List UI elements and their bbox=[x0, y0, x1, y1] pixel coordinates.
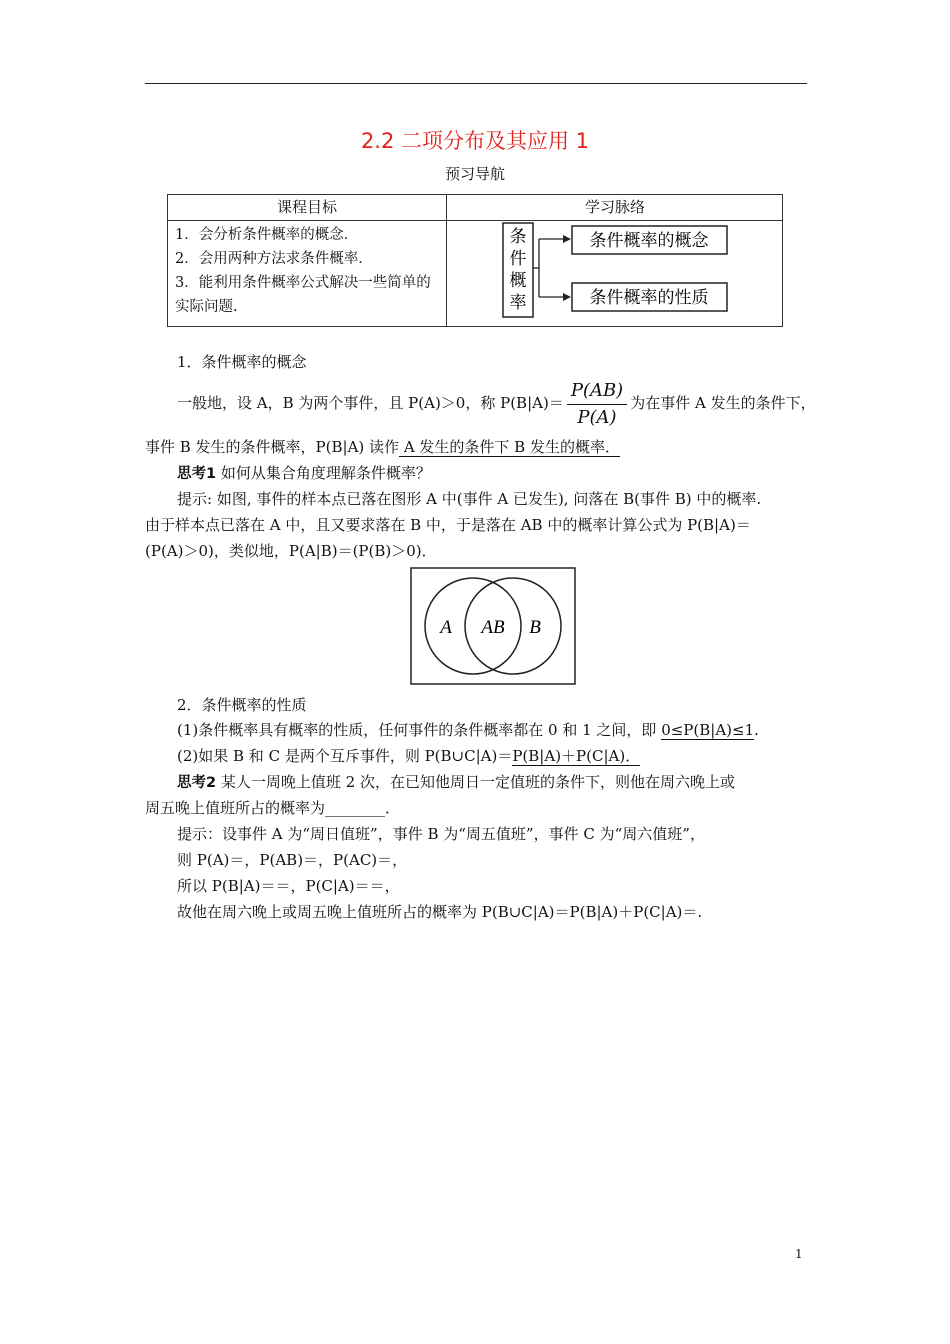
think-label: 思考2 bbox=[177, 775, 217, 791]
think-text: 如何从集合角度理解条件概率？ bbox=[220, 464, 431, 482]
definition-text: 一般地，设 A，B 为两个事件，且 P(A)＞0，称 P(B|A)＝ bbox=[177, 394, 564, 412]
think-label: 思考1 bbox=[177, 466, 217, 482]
page-number: 1 bbox=[795, 1247, 803, 1261]
think-question bbox=[145, 460, 839, 487]
property-line bbox=[145, 717, 839, 743]
venn-label-b: B bbox=[529, 617, 541, 638]
hint-line: 由于样本点已落在 A 中，且又要求落在 B 中，于是落在 AB 中的概率计算公式为 P(B|A)＝ bbox=[145, 516, 751, 534]
hint-line: (P(A)＞0)，类似地，P(A|B)＝(P(B)＞0)． bbox=[145, 542, 437, 560]
goal-item: 3．能利用条件概率公式解决一些简单的实际问题. bbox=[175, 275, 431, 315]
property-answer: P(B|A)＋P(C|A)． bbox=[512, 747, 641, 765]
flow-root-char: 条 bbox=[509, 227, 527, 247]
page-title: 2.2 二项分布及其应用 1 bbox=[360, 129, 590, 153]
venn-label-ab: AB bbox=[481, 617, 505, 638]
property-text: . bbox=[754, 721, 759, 739]
fraction-denominator: P(A) bbox=[577, 406, 617, 428]
flow-root-char: 件 bbox=[509, 249, 527, 269]
section-heading: 1．条件概率的概念 bbox=[177, 353, 307, 371]
flow-branch-label: 条件概率的概念 bbox=[589, 231, 709, 251]
property-line bbox=[145, 743, 839, 769]
hint-line: 提示: 如图, 事件的样本点已落在图形 A 中(事件 A 已发生), 问落在 B(事件 B) 中的概率. bbox=[177, 490, 762, 508]
hint-line: 所以 P(B|A)＝＝，P(C|A)＝＝， bbox=[177, 877, 400, 895]
definition-line bbox=[145, 378, 839, 429]
goal-item: 1．会分析条件概率的概念． bbox=[175, 227, 359, 243]
goal-item: 2．会用两种方法求条件概率． bbox=[175, 251, 373, 267]
flow-arrowhead bbox=[563, 235, 571, 243]
goals-list bbox=[175, 223, 443, 319]
definition-text: 事件 B 发生的条件概率，P(B|A) 读作 bbox=[145, 438, 400, 456]
probability-fraction bbox=[567, 380, 627, 429]
flow-root-char: 率 bbox=[509, 293, 527, 313]
header-rule bbox=[145, 83, 807, 84]
concept-flowchart bbox=[447, 221, 783, 326]
flow-arrowhead bbox=[563, 293, 571, 301]
definition-answer: A 发生的条件下 B 发生的概率． bbox=[399, 438, 620, 456]
table-header-goals: 课程目标 bbox=[276, 198, 337, 216]
table-header-outline: 学习脉络 bbox=[584, 198, 645, 216]
definition-line bbox=[145, 434, 807, 460]
think-text: 周五晚上值班所占的概率为________． bbox=[145, 799, 401, 817]
section-heading: 2．条件概率的性质 bbox=[177, 696, 307, 714]
venn-diagram bbox=[410, 567, 576, 689]
property-answer: 0≤P(B|A)≤1 bbox=[661, 721, 755, 739]
hint-line: 提示：设事件 A 为“周日值班”，事件 B 为“周五值班”，事件 C 为“周六值班”， bbox=[177, 825, 705, 843]
hint-line: 则 P(A)＝，P(AB)＝，P(AC)＝， bbox=[177, 851, 408, 869]
think-question bbox=[145, 769, 839, 796]
hint-line: 故他在周六晚上或周五晚上值班所占的概率为 P(B∪C|A)＝P(B|A)＋P(C|A)＝. bbox=[177, 903, 703, 921]
property-text: (1)条件概率具有概率的性质，任何事件的条件概率都在 0 和 1 之间，即 bbox=[177, 721, 662, 739]
flow-branch-label: 条件概率的性质 bbox=[589, 288, 709, 308]
fraction-numerator: P(AB) bbox=[567, 380, 627, 405]
property-text: (2)如果 B 和 C 是两个互斥事件，则 P(B∪C|A)＝ bbox=[177, 747, 513, 765]
venn-label-a: A bbox=[440, 617, 452, 638]
section-subtitle: 预习导航 bbox=[444, 165, 505, 183]
definition-text: 为在事件 A 发生的条件下， bbox=[630, 394, 816, 412]
flow-root-char: 概 bbox=[509, 271, 527, 291]
think-text: 某人一周晚上值班 2 次，在已知他周日一定值班的条件下，则他在周六晚上或 bbox=[220, 773, 735, 791]
goals-table bbox=[167, 194, 783, 327]
